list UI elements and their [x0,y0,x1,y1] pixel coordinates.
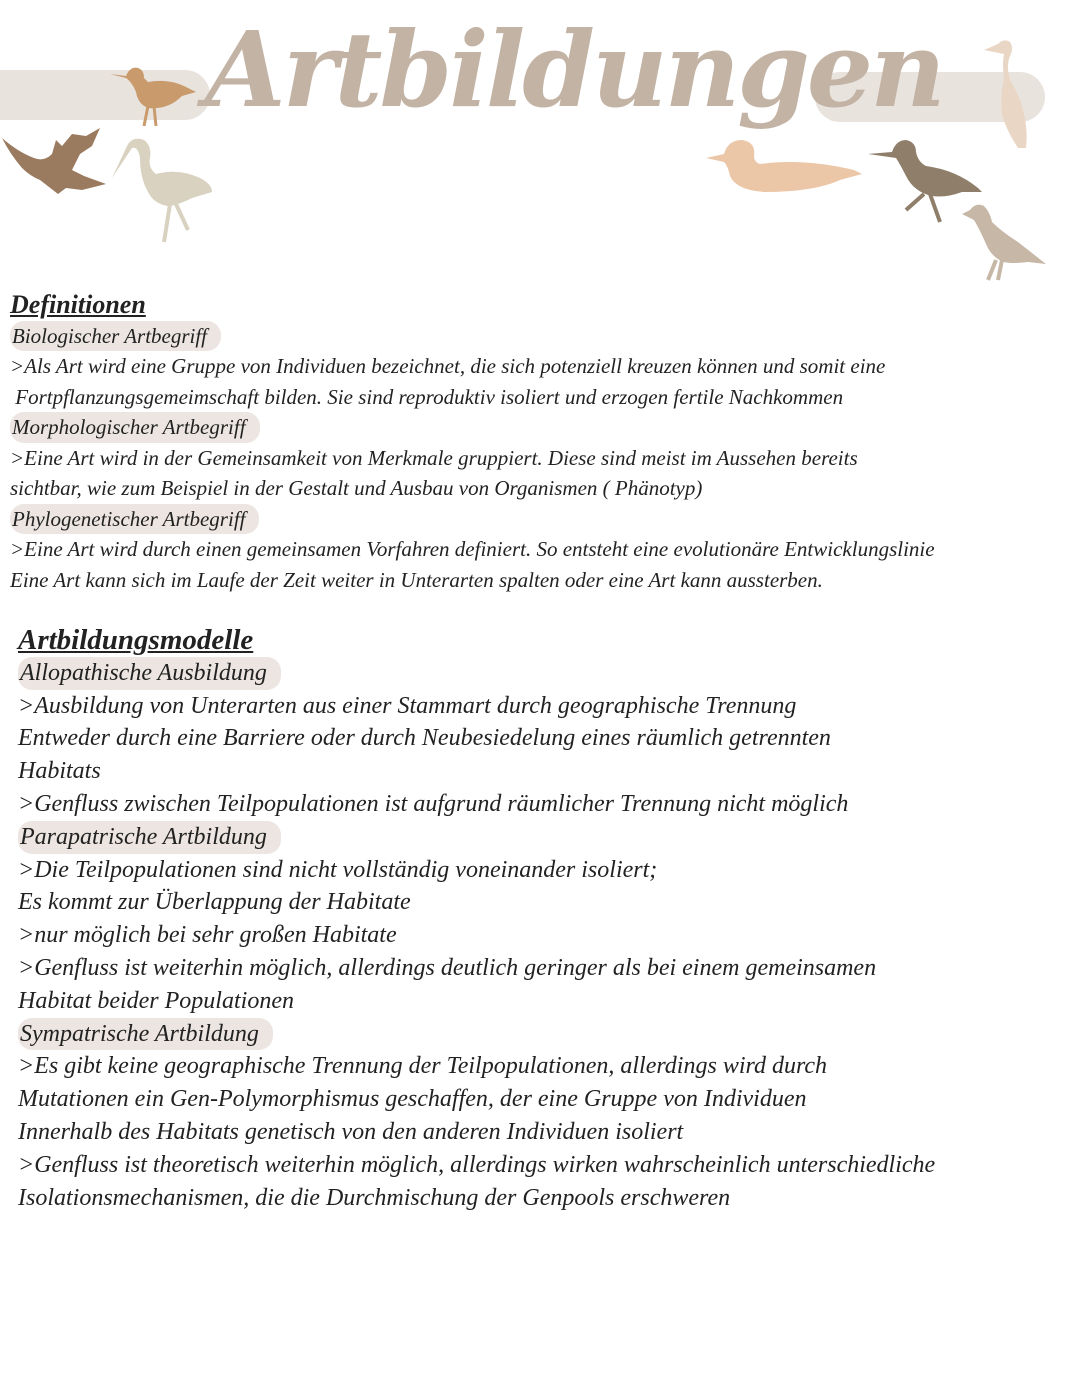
text-line: Innerhalb des Habitats genetisch von den anderen Individuen isoliert [18,1118,684,1145]
model-title: Allopathische Ausbildung [18,657,281,690]
definition-title: Morphologischer Artbegriff [10,412,260,443]
text-line: >Es gibt keine geographische Trennung der Teilpopulationen, allerdings wird durch [18,1053,828,1080]
text-line: Habitats [18,758,101,785]
text-line: >Als Art wird eine Gruppe von Individuen bezeichnet, die sich potenziell kreuzen können und somit eine [10,354,886,378]
model-allopatrisch [18,657,935,821]
model-sympatrisch [18,1018,935,1215]
models-section [18,624,935,1214]
text-line: Mutationen ein Gen-Polymorphismus geschaffen, der eine Gruppe von Individuen [18,1086,807,1113]
definitions-section [10,290,935,595]
text-line: >Die Teilpopulationen sind nicht vollständig voneinander isoliert; [18,856,658,883]
definition-morphologisch [10,412,935,504]
text-line: >Genfluss ist theoretisch weiterhin möglich, allerdings wirken wahrscheinlich unterschiedliche [18,1151,936,1178]
hawk-icon [0,124,112,200]
models-heading: Artbildungsmodelle [18,624,254,656]
definition-title: Biologischer Artbegriff [10,321,221,352]
text-line: Entweder durch eine Barriere oder durch Neubesiedelung eines räumlich getrennten [18,725,831,752]
text-line: >Ausbildung von Unterarten aus einer Stammart durch geographische Trennung [18,692,797,719]
spoonbill-icon [108,134,218,246]
sparrow-icon [958,200,1050,284]
model-title: Parapatrische Artbildung [18,821,281,854]
page-title: Artbildungen [205,8,943,131]
text-line: sichtbar, wie zum Beispiel in der Gestalt und Ausbau von Organismen ( Phänotyp) [10,476,703,500]
definition-phylogenetisch [10,504,935,596]
model-parapatrisch [18,821,935,1018]
text-line: >Genfluss ist weiterhin möglich, allerdings deutlich geringer als bei einem gemeinsamen [18,954,877,981]
model-title: Sympatrische Artbildung [18,1018,273,1051]
page-header [0,0,1080,290]
duck-icon [704,136,864,196]
text-line: Isolationsmechanismen, die die Durchmischung der Genpools erschweren [18,1184,731,1211]
definition-biologisch [10,321,935,413]
text-line: Eine Art kann sich im Laufe der Zeit weiter in Unterarten spalten oder eine Art kann aussterben. [10,567,823,592]
cormorant-icon [982,36,1042,152]
text-line: Fortpflanzungsgemeimschaft bilden. Sie sind reproduktiv isoliert und erzogen fertile Nachkommen [10,384,844,409]
text-line: >nur möglich bei sehr großen Habitate [18,922,397,949]
text-line: Es kommt zur Überlappung der Habitate [18,889,411,916]
definitions-heading: Definitionen [10,290,146,319]
text-line: >Genfluss zwischen Teilpopulationen ist aufgrund räumlicher Trennung nicht möglich [18,790,849,817]
text-line: Habitat beider Populationen [18,987,294,1014]
text-line: >Eine Art wird durch einen gemeinsamen Vorfahren definiert. So entsteht eine evolutionäre Entwicklungslinie [10,537,935,561]
definition-title: Phylogenetischer Artbegriff [10,504,259,535]
sandpiper-icon [108,58,198,128]
text-line: >Eine Art wird in der Gemeinsamkeit von Merkmale gruppiert. Diese sind meist im Aussehen bereits [10,445,858,470]
